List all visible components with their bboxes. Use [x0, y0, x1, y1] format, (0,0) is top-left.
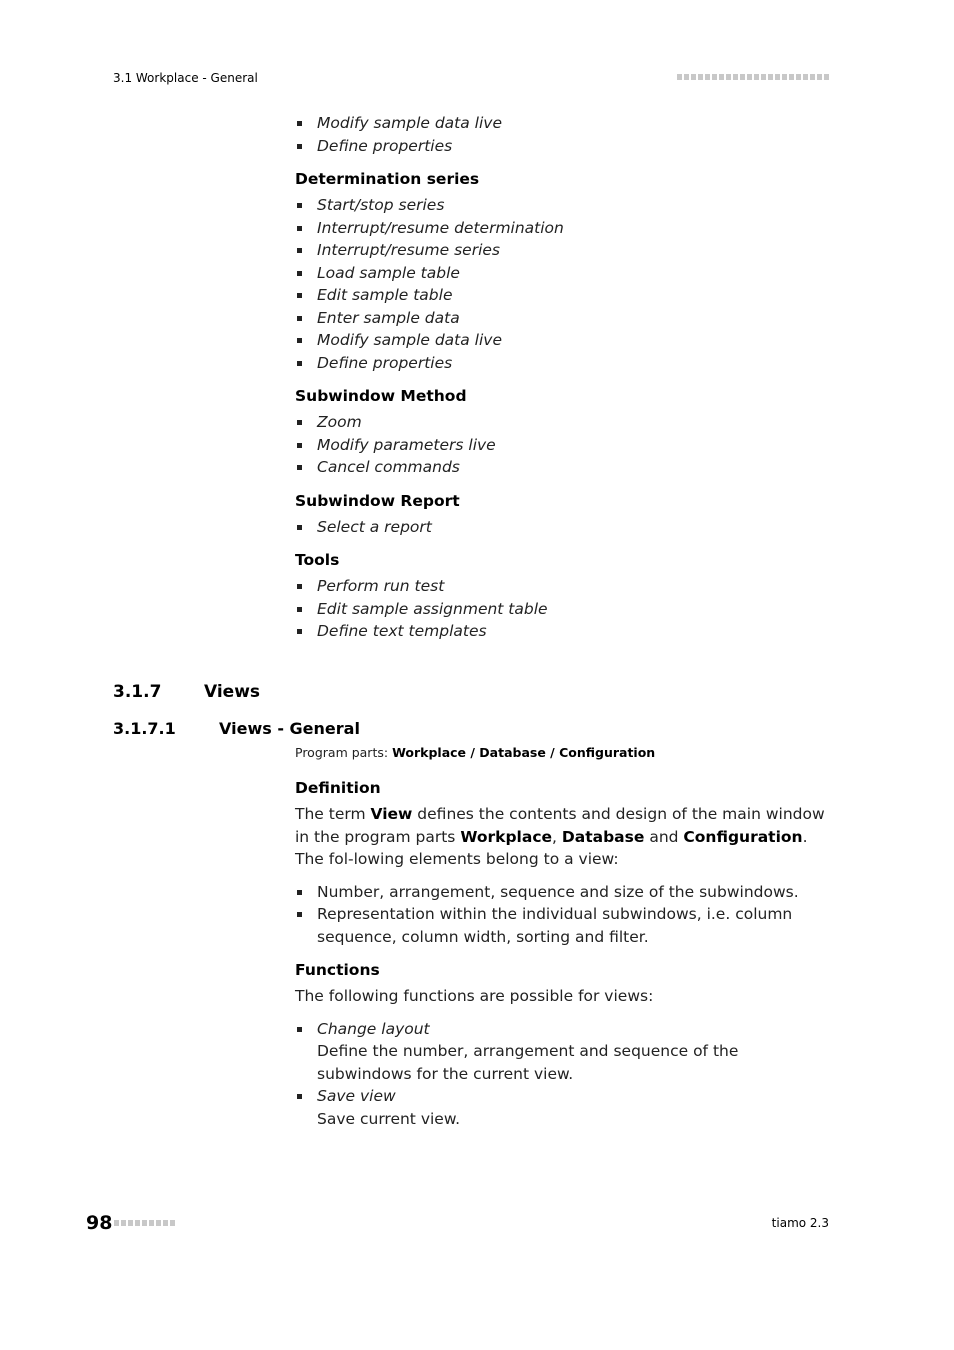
section-heading — [113, 682, 260, 702]
tools-list — [295, 575, 835, 643]
page-body — [295, 112, 835, 643]
list-item: Select a report — [295, 516, 835, 539]
decor-square — [114, 1220, 119, 1226]
decor-square — [747, 74, 752, 80]
decor-square — [733, 74, 738, 80]
program-parts — [295, 745, 655, 760]
decor-square — [163, 1220, 168, 1226]
list-item: Edit sample table — [295, 284, 835, 307]
program-parts-value: Workplace / Database / Configuration — [392, 745, 656, 760]
list-item: Perform run test — [295, 575, 835, 598]
heading-determination-series: Determination series — [295, 170, 480, 188]
list-item: Enter sample data — [295, 307, 835, 330]
list-item: Cancel commands — [295, 456, 835, 479]
list-item: Edit sample assignment table — [295, 598, 835, 621]
decor-square — [677, 74, 682, 80]
running-header: 3.1 Workplace - General — [113, 71, 258, 85]
header-decoration — [677, 74, 829, 80]
decor-square — [775, 74, 780, 80]
decor-square — [789, 74, 794, 80]
decor-square — [761, 74, 766, 80]
heading-subwindow-report: Subwindow Report — [295, 491, 460, 510]
subsection-title: Views - General — [219, 719, 360, 738]
heading-definition: Definition — [295, 779, 381, 797]
decor-square — [691, 74, 696, 80]
list-item: Modify sample data live — [295, 112, 835, 135]
list-item: Modify parameters live — [295, 434, 835, 457]
definition-list — [295, 881, 835, 949]
decor-square — [796, 74, 801, 80]
heading-tools: Tools — [295, 551, 340, 569]
decor-square — [149, 1220, 154, 1226]
subwindow-method-list — [295, 411, 835, 479]
footer-decoration — [114, 1220, 175, 1226]
product-name: tiamo 2.3 — [771, 1216, 829, 1230]
function-name: Change layout — [317, 1019, 430, 1038]
list-item: Zoom — [295, 411, 835, 434]
decor-square — [135, 1220, 140, 1226]
decor-square — [142, 1220, 147, 1226]
decor-square — [810, 74, 815, 80]
section-title: Views — [204, 682, 261, 702]
decor-square — [698, 74, 703, 80]
function-item — [295, 1018, 835, 1086]
list-item: Define properties — [295, 135, 835, 158]
section-number: 3.1.7 — [113, 682, 162, 702]
subsection-heading — [113, 719, 360, 738]
subsection-number: 3.1.7.1 — [113, 719, 176, 738]
decor-square — [684, 74, 689, 80]
decor-square — [712, 74, 717, 80]
decor-square — [170, 1220, 175, 1226]
decor-square — [754, 74, 759, 80]
functions-list — [295, 1018, 835, 1131]
list-item: Number, arrangement, sequence and size of the subwindows. — [295, 881, 835, 904]
list-item: Representation within the individual subwindows, i.e. column sequence, column width, sorting and filter. — [295, 903, 835, 948]
program-parts-label: Program parts: — [295, 745, 389, 760]
functions-intro: The following functions are possible for views: — [295, 987, 654, 1005]
list-item: Start/stop series — [295, 194, 835, 217]
decor-square — [128, 1220, 133, 1226]
function-item — [295, 1085, 835, 1130]
decor-square — [121, 1220, 126, 1226]
decor-square — [705, 74, 710, 80]
top-list — [295, 112, 835, 157]
definition-paragraph: The term View defines the contents and design of the main window in the program parts Workplace, Database and Configuration. The fol-lowing elements belong to a view: — [295, 805, 825, 868]
decor-square — [824, 74, 829, 80]
definition-block — [295, 778, 835, 1130]
function-desc: Define the number, arrangement and sequence of the subwindows for the current view. — [317, 1042, 739, 1083]
decor-square — [803, 74, 808, 80]
subwindow-report-list — [295, 516, 835, 539]
list-item: Modify sample data live — [295, 329, 835, 352]
function-name: Save view — [317, 1087, 396, 1105]
decor-square — [156, 1220, 161, 1226]
list-item: Interrupt/resume series — [295, 239, 835, 262]
list-item: Define properties — [295, 352, 835, 375]
determination-series-list — [295, 194, 835, 374]
decor-square — [768, 74, 773, 80]
decor-square — [817, 74, 822, 80]
decor-square — [726, 74, 731, 80]
page-number: 98 — [86, 1212, 113, 1234]
function-desc: Save current view. — [317, 1109, 461, 1128]
decor-square — [782, 74, 787, 80]
decor-square — [719, 74, 724, 80]
heading-functions: Functions — [295, 961, 380, 979]
list-item: Load sample table — [295, 262, 835, 285]
heading-subwindow-method: Subwindow Method — [295, 387, 467, 405]
list-item: Interrupt/resume determination — [295, 217, 835, 240]
decor-square — [740, 74, 745, 80]
list-item: Define text templates — [295, 620, 835, 643]
